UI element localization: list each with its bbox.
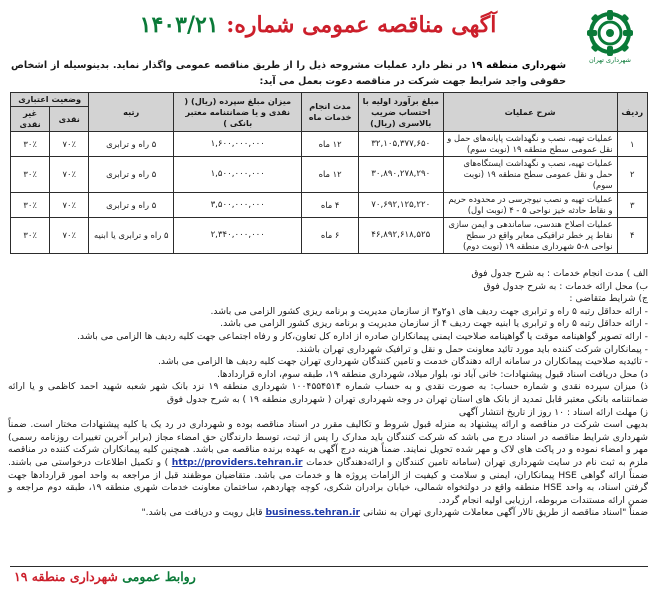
cell-rank: ۵ راه و ترابری یا ابنیه [89, 218, 174, 254]
cell-rank: ۵ راه و ترابری [89, 132, 174, 157]
condition-line: د) محل دریافت اسناد قبول پیشنهادات: خانی آباد نو، بلوار میلاد، شهرداری منطقه ۱۹، طبقه سوم، اداره قراردادها. [216, 368, 648, 380]
notice-paragraph [8, 419, 648, 507]
footer [10, 566, 648, 591]
cell-estimate: ۷۰,۶۹۲,۱۲۵,۲۲۰ [358, 193, 443, 218]
svg-text:شهرداری تهران: شهرداری تهران [589, 56, 631, 64]
condition-line: ب) محل ارائه خدمات : به شرح جدول فوق [483, 280, 648, 292]
tehran-municipality-logo-icon [576, 6, 644, 64]
cell-desc: عملیات اصلاح هندسی، ساماندهی و ایمن سازی نقاط پر خطر ترافیکی معابر واقع در سطح نواحی ۸-۵ شهرداری منطقه ۱۹ (نوبت دوم) [443, 218, 617, 254]
condition-line: الف ) مدت انجام خدمات : به شرح جدول فوق [471, 268, 648, 279]
condition-line: - پیمانکاران شرکت کننده باید مورد تائید معاونت حمل و نقل و ترافیک شهرداری تهران باشند. [296, 343, 648, 355]
cell-duration: ۶ ماه [302, 218, 359, 254]
table-row [11, 157, 648, 193]
final-note-after: قابل رویت و دریافت می باشد." [141, 507, 263, 519]
cell-deposit: ۲,۳۴۰,۰۰۰,۰۰۰ [174, 218, 302, 254]
final-note [8, 507, 648, 520]
table-header-row [11, 93, 648, 107]
title-block [98, 6, 538, 46]
header-row-number: ردیف [617, 93, 647, 132]
header-noncash: غیر نقدی [11, 107, 50, 132]
cell-desc: عملیات تهیه، نصب و نگهداشت پایانه‌های حمل و نقل عمومی سطح منطقه ۱۹ (نوبت سوم) [443, 132, 617, 157]
conditions-block [8, 268, 648, 520]
tender-number: ۱۴۰۳/۲۱ [139, 12, 219, 38]
cell-deposit: ۱,۵۰۰,۰۰۰,۰۰۰ [174, 157, 302, 193]
cell-desc: عملیات تهیه و نصب نیوجرسی در محدوده حریم و نقاط حادثه خیز نواحی ۵ - ۴ (نوبت اول) [443, 193, 617, 218]
condition-line: - تائیدیه صلاحیت پیمانکاران در سامانه ارائه دهندگان خدمت و تامین کنندگان شهرداری تهران جهت کلیه ردیف ها الزامی می باشد. [157, 356, 648, 368]
cell-row: ۲ [617, 157, 647, 193]
condition-line: - ارائه حداقل رتبه ۵ راه و ترابری جهت ردیف های ۱و۲و۳ از سازمان مدیریت و برنامه ریزی کشور الزامی می باشد. [210, 305, 648, 317]
intro-text: در نظر دارد عملیات مشروحه ذیل را از طریق مناقصه عمومی واگذار نماید. بدینوسیله از اشخاص حقوقی واجد شرایط جهت شرکت در مناقصه دعوت بعمل می آید: [11, 60, 566, 87]
final-note-before: ضمناً "اسناد مناقصه از طریق تالار آگهی معاملات شهرداری تهران به نشانی [362, 507, 648, 519]
table-row [11, 218, 648, 254]
cell-rank: ۵ راه و ترابری [89, 157, 174, 193]
header-credit: وضعیت اعتباری [11, 93, 89, 107]
cell-cash: ۷۰٪ [50, 132, 89, 157]
cell-row: ۳ [617, 193, 647, 218]
cell-row: ۴ [617, 218, 647, 254]
cell-deposit: ۱,۶۰۰,۰۰۰,۰۰۰ [174, 132, 302, 157]
cell-estimate: ۳۰,۸۹۰,۲۷۸,۲۹۰ [358, 157, 443, 193]
providers-link[interactable]: http://providers.tehran.ir [171, 456, 303, 468]
cell-duration: ۱۲ ماه [302, 132, 359, 157]
header-description: شرح عملیات [443, 93, 617, 132]
condition-line: - ارائه حداقل رتبه ۵ راه و ترابری یا ابنیه جهت ردیف ۴ از سازمان مدیریت و برنامه ریزی کشور الزامی می باشد. [220, 318, 648, 330]
cell-duration: ۴ ماه [302, 193, 359, 218]
business-link[interactable]: business.tehran.ir [265, 507, 361, 519]
cell-duration: ۱۲ ماه [302, 157, 359, 193]
table-row [11, 132, 648, 157]
number-label: شماره: [226, 12, 295, 38]
intro-org: شهرداری منطقه ۱۹ [470, 60, 567, 71]
header-duration: مدت انجام خدمات ماه [302, 93, 359, 132]
cell-desc: عملیات تهیه، نصب و نگهداشت ایستگاه‌های حمل و نقل عمومی سطح منطقه ۱۹ (نوبت سوم) [443, 157, 617, 193]
page-title [140, 6, 497, 44]
cell-cash: ۷۰٪ [50, 218, 89, 254]
header-estimate: مبلغ برآورد اولیه با احتساب ضریب بالاسری (ریال) [358, 93, 443, 132]
cell-noncash: ۳۰٪ [11, 132, 50, 157]
cell-noncash: ۳۰٪ [11, 218, 50, 254]
cell-cash: ۷۰٪ [50, 193, 89, 218]
footer-prefix: روابط عمومی [122, 569, 196, 584]
condition-line: ج) شرایط متقاضی : [569, 293, 648, 305]
notice-text-2: ) و تکمیل اطلاعات درخواستی می باشند. ضمناً ارائه گواهی HSE پیمانکاران، ایمنی و سلامت و کیفیت از الزامات پروژه ها و خدمات می باشد. متقاضیان موظفند قبل از مراجعه به واحد امور قراردادها جهت گرفتن اسناد، به واحد HSE منطقه واقع در دولتخواه شمالی، خیابان برادران شکری، کوچه چهاردهم، ساختمان معاونت خدمات شهری منطقه ۱۹، طبقه دوم مراجعه و ضمن ارائه مستندات مربوطه، ارزیابی اولیه انجام گردد. [8, 456, 648, 506]
tender-table [10, 92, 648, 254]
condition-line: ز) مهلت ارائه اسناد : ۱۰ روز از تاریخ انتشار آگهی [458, 406, 648, 418]
table-row [11, 193, 648, 218]
intro-paragraph [11, 58, 566, 90]
notice-text: بدیهی است شرکت در مناقصه و ارائه پیشنهاد به منزله قبول شروط و تکالیف مقرر در اسناد مناقصه بوده و شهرداری در رد یک یا کلیه پیشنهادات مختار است. ضمناً شهرداری شرایط مناقصه در اسناد درج می باشد که شرکت کنندگان باید مدارک را پس از ثبت، توسط دارندگان حق امضاء مجاز (برابر آخرین تغییرات روزنامه رسمی) مهر و امضاء نموده و در پاکت های لاک و مهر شده تحویل نمایند. ضمناً هزینه درج آگهی به عهده برنده مناقصه می باشد. همچنین کلیه پیمانکاران شرکت کننده در مناقصه ملزم به ثبت نام در سایت شهرداری تهران (سامانه تامین کنندگان و ارائه‌دهندگان خدمات [8, 419, 648, 468]
condition-line: - ارائه تصویر گواهینامه موقت یا گواهینامه صلاحیت ایمنی پیمانکاران صادره از اداره کل تعاون،کار و رفاه اجتماعی جهت کلیه ردیف ها الزامی می باشد. [76, 330, 648, 342]
header-deposit: میزان مبلغ سپرده (ریال) ( نقدی و یا ضمانتنامه معتبر بانکی ) [174, 93, 302, 132]
cell-row: ۱ [617, 132, 647, 157]
footer-org: شهرداری منطقه ۱۹ [14, 569, 118, 584]
cell-rank: ۵ راه و ترابری [89, 193, 174, 218]
footer-signature [14, 569, 196, 584]
header-cash: نقدی [50, 107, 89, 132]
cell-deposit: ۳,۵۰۰,۰۰۰,۰۰۰ [174, 193, 302, 218]
cell-noncash: ۳۰٪ [11, 157, 50, 193]
cell-estimate: ۳۲,۱۰۵,۳۷۷,۶۵۰ [358, 132, 443, 157]
title-text: آگهی مناقصه عمومی [302, 12, 497, 38]
condition-line: ذ) میزان سپرده نقدی و شماره حساب: به صورت نقدی و به حساب شماره ۱۰۰۴۵۵۴۵۱۴ شهرداری منطقه ۱۹ نزد بانک شهر شعبه شهید احمد کاظمی و یا ارائه ضمانتنامه بانکی معتبر قابل تمدید از بانک های استان تهران در وجه شهرداری تهران ( شهرداری منطقه ۱۹ ) به شرح جدول فوق [8, 381, 649, 405]
cell-estimate: ۴۶,۸۹۲,۶۱۸,۵۲۵ [358, 218, 443, 254]
cell-cash: ۷۰٪ [50, 157, 89, 193]
header-rank: رتبه [89, 93, 174, 132]
cell-noncash: ۳۰٪ [11, 193, 50, 218]
